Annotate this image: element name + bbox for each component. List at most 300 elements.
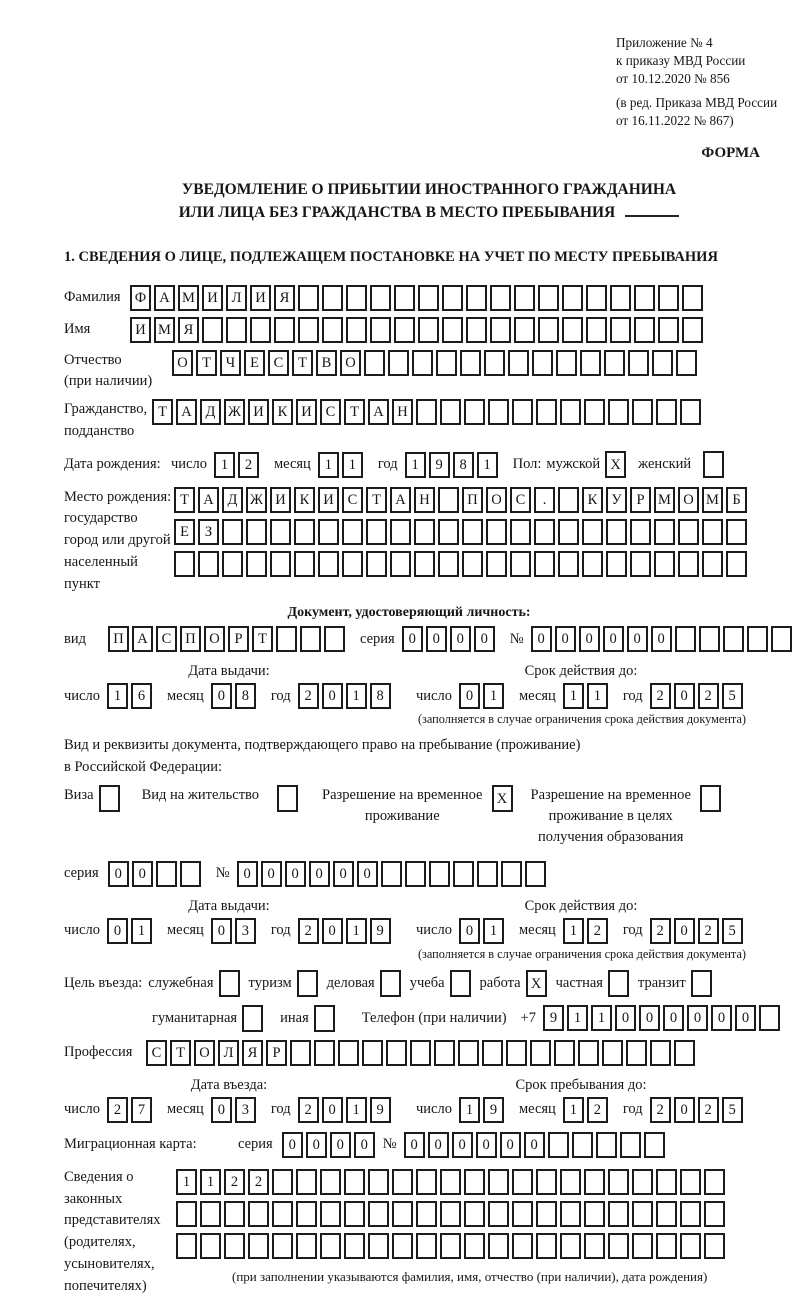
form-cell[interactable]: 1 xyxy=(591,1005,612,1031)
form-cell[interactable]: 2 xyxy=(248,1169,269,1195)
date-cell[interactable]: 0 xyxy=(322,1097,343,1123)
form-cell[interactable]: 0 xyxy=(615,1005,636,1031)
form-cell[interactable]: К xyxy=(294,487,315,513)
form-cell[interactable]: 0 xyxy=(354,1132,375,1158)
form-cell[interactable] xyxy=(560,1233,581,1259)
purpose-work-checkbox[interactable]: X xyxy=(526,970,547,997)
date-cell[interactable]: 1 xyxy=(483,918,504,944)
date-cell[interactable]: 9 xyxy=(483,1097,504,1123)
form-cell[interactable]: 1 xyxy=(567,1005,588,1031)
form-cell[interactable]: К xyxy=(272,399,293,425)
form-cell[interactable] xyxy=(632,1169,653,1195)
form-cell[interactable] xyxy=(370,285,391,311)
form-cell[interactable] xyxy=(436,350,457,376)
form-cell[interactable] xyxy=(604,350,625,376)
form-cell[interactable] xyxy=(656,1201,677,1227)
form-cell[interactable] xyxy=(525,861,546,887)
form-cell[interactable]: Б xyxy=(726,487,747,513)
form-cell[interactable] xyxy=(246,519,267,545)
form-cell[interactable] xyxy=(296,1201,317,1227)
form-cell[interactable]: 0 xyxy=(428,1132,449,1158)
date-cell[interactable]: 2 xyxy=(107,1097,128,1123)
form-cell[interactable]: Т xyxy=(366,487,387,513)
form-cell[interactable]: В xyxy=(316,350,337,376)
form-cell[interactable] xyxy=(412,350,433,376)
form-cell[interactable]: О xyxy=(194,1040,215,1066)
form-cell[interactable] xyxy=(512,1233,533,1259)
form-cell[interactable] xyxy=(586,285,607,311)
form-cell[interactable]: 1 xyxy=(200,1169,221,1195)
form-cell[interactable] xyxy=(458,1040,479,1066)
form-cell[interactable]: 9 xyxy=(543,1005,564,1031)
form-cell[interactable]: Т xyxy=(252,626,273,652)
form-cell[interactable] xyxy=(270,519,291,545)
form-cell[interactable] xyxy=(558,519,579,545)
form-cell[interactable] xyxy=(512,399,533,425)
form-cell[interactable]: 0 xyxy=(555,626,576,652)
form-cell[interactable] xyxy=(248,1233,269,1259)
form-cell[interactable]: С xyxy=(156,626,177,652)
form-cell[interactable] xyxy=(501,861,522,887)
form-cell[interactable] xyxy=(368,1169,389,1195)
form-cell[interactable] xyxy=(438,551,459,577)
date-cell[interactable]: 1 xyxy=(107,683,128,709)
date-cell[interactable]: 1 xyxy=(459,1097,480,1123)
date-cell[interactable]: 3 xyxy=(235,918,256,944)
date-cell[interactable]: 8 xyxy=(453,452,474,478)
form-cell[interactable] xyxy=(530,1040,551,1066)
form-cell[interactable] xyxy=(414,519,435,545)
date-cell[interactable]: 0 xyxy=(211,1097,232,1123)
form-cell[interactable] xyxy=(632,1233,653,1259)
date-cell[interactable]: 8 xyxy=(235,683,256,709)
form-cell[interactable]: М xyxy=(178,285,199,311)
form-cell[interactable] xyxy=(514,317,535,343)
form-cell[interactable] xyxy=(344,1201,365,1227)
form-cell[interactable] xyxy=(560,1201,581,1227)
date-cell[interactable]: 1 xyxy=(587,683,608,709)
form-cell[interactable]: 2 xyxy=(224,1169,245,1195)
form-cell[interactable] xyxy=(294,551,315,577)
form-cell[interactable] xyxy=(580,350,601,376)
form-cell[interactable]: О xyxy=(204,626,225,652)
form-cell[interactable] xyxy=(674,1040,695,1066)
form-cell[interactable] xyxy=(676,350,697,376)
form-cell[interactable]: Т xyxy=(292,350,313,376)
form-cell[interactable]: М xyxy=(702,487,723,513)
form-cell[interactable]: Н xyxy=(392,399,413,425)
form-cell[interactable] xyxy=(514,285,535,311)
form-cell[interactable] xyxy=(680,1201,701,1227)
form-cell[interactable] xyxy=(344,1169,365,1195)
form-cell[interactable]: 0 xyxy=(452,1132,473,1158)
form-cell[interactable] xyxy=(346,285,367,311)
date-cell[interactable]: 2 xyxy=(698,683,719,709)
form-cell[interactable] xyxy=(442,285,463,311)
date-cell[interactable]: 3 xyxy=(235,1097,256,1123)
form-cell[interactable] xyxy=(296,1233,317,1259)
date-cell[interactable]: 1 xyxy=(563,918,584,944)
form-cell[interactable] xyxy=(704,1201,725,1227)
form-cell[interactable] xyxy=(198,551,219,577)
date-cell[interactable]: 1 xyxy=(346,1097,367,1123)
form-cell[interactable] xyxy=(548,1132,569,1158)
form-cell[interactable] xyxy=(682,285,703,311)
form-cell[interactable] xyxy=(486,519,507,545)
form-cell[interactable]: И xyxy=(296,399,317,425)
form-cell[interactable] xyxy=(222,519,243,545)
form-cell[interactable]: О xyxy=(172,350,193,376)
form-cell[interactable]: 0 xyxy=(627,626,648,652)
form-cell[interactable]: У xyxy=(606,487,627,513)
form-cell[interactable] xyxy=(554,1040,575,1066)
form-cell[interactable] xyxy=(296,1169,317,1195)
form-cell[interactable] xyxy=(466,285,487,311)
form-cell[interactable]: М xyxy=(154,317,175,343)
form-cell[interactable] xyxy=(174,551,195,577)
form-cell[interactable]: 0 xyxy=(639,1005,660,1031)
form-cell[interactable] xyxy=(656,1169,677,1195)
form-cell[interactable] xyxy=(747,626,768,652)
option-residence-permit-checkbox[interactable] xyxy=(277,785,298,812)
date-cell[interactable]: 1 xyxy=(131,918,152,944)
form-cell[interactable]: 0 xyxy=(450,626,471,652)
form-cell[interactable] xyxy=(654,551,675,577)
form-cell[interactable]: А xyxy=(132,626,153,652)
form-cell[interactable]: 0 xyxy=(261,861,282,887)
form-cell[interactable]: Д xyxy=(200,399,221,425)
form-cell[interactable] xyxy=(606,551,627,577)
form-cell[interactable]: 0 xyxy=(687,1005,708,1031)
form-cell[interactable] xyxy=(534,551,555,577)
form-cell[interactable] xyxy=(484,350,505,376)
date-cell[interactable]: 2 xyxy=(587,1097,608,1123)
form-cell[interactable] xyxy=(298,285,319,311)
form-cell[interactable] xyxy=(578,1040,599,1066)
form-cell[interactable]: Л xyxy=(226,285,247,311)
form-cell[interactable]: П xyxy=(108,626,129,652)
form-cell[interactable]: 0 xyxy=(735,1005,756,1031)
form-cell[interactable] xyxy=(656,1233,677,1259)
form-cell[interactable] xyxy=(532,350,553,376)
form-cell[interactable] xyxy=(248,1201,269,1227)
form-cell[interactable]: И xyxy=(130,317,151,343)
form-cell[interactable] xyxy=(726,551,747,577)
form-cell[interactable] xyxy=(644,1132,665,1158)
form-cell[interactable]: С xyxy=(268,350,289,376)
form-cell[interactable] xyxy=(224,1201,245,1227)
date-cell[interactable]: 0 xyxy=(674,918,695,944)
form-cell[interactable] xyxy=(386,1040,407,1066)
form-cell[interactable] xyxy=(680,1233,701,1259)
form-cell[interactable] xyxy=(464,1233,485,1259)
form-cell[interactable] xyxy=(632,399,653,425)
form-cell[interactable]: 0 xyxy=(285,861,306,887)
form-cell[interactable] xyxy=(364,350,385,376)
form-cell[interactable] xyxy=(699,626,720,652)
form-cell[interactable]: Т xyxy=(152,399,173,425)
form-cell[interactable] xyxy=(462,551,483,577)
date-cell[interactable]: 5 xyxy=(722,683,743,709)
form-cell[interactable]: 0 xyxy=(426,626,447,652)
form-cell[interactable] xyxy=(490,317,511,343)
form-cell[interactable] xyxy=(434,1040,455,1066)
form-cell[interactable] xyxy=(298,317,319,343)
form-cell[interactable] xyxy=(440,1233,461,1259)
form-cell[interactable]: 0 xyxy=(237,861,258,887)
form-cell[interactable]: П xyxy=(462,487,483,513)
form-cell[interactable]: С xyxy=(342,487,363,513)
option-temp-residence-edu-checkbox[interactable] xyxy=(700,785,721,812)
purpose-official-checkbox[interactable] xyxy=(219,970,240,997)
form-cell[interactable] xyxy=(608,1201,629,1227)
form-cell[interactable]: К xyxy=(582,487,603,513)
date-cell[interactable]: 0 xyxy=(211,683,232,709)
date-cell[interactable]: 0 xyxy=(674,1097,695,1123)
form-cell[interactable] xyxy=(368,1201,389,1227)
date-cell[interactable]: 0 xyxy=(459,683,480,709)
form-cell[interactable]: 0 xyxy=(402,626,423,652)
form-cell[interactable] xyxy=(628,350,649,376)
date-cell[interactable]: 2 xyxy=(298,1097,319,1123)
date-cell[interactable]: 0 xyxy=(674,683,695,709)
date-cell[interactable]: 0 xyxy=(322,918,343,944)
form-cell[interactable]: 0 xyxy=(500,1132,521,1158)
form-cell[interactable]: С xyxy=(510,487,531,513)
form-cell[interactable]: Ч xyxy=(220,350,241,376)
form-cell[interactable] xyxy=(180,861,201,887)
form-cell[interactable]: А xyxy=(368,399,389,425)
form-cell[interactable] xyxy=(440,399,461,425)
form-cell[interactable] xyxy=(538,317,559,343)
form-cell[interactable] xyxy=(486,551,507,577)
form-cell[interactable] xyxy=(652,350,673,376)
form-cell[interactable]: И xyxy=(250,285,271,311)
form-cell[interactable] xyxy=(176,1233,197,1259)
form-cell[interactable] xyxy=(702,519,723,545)
date-cell[interactable]: 2 xyxy=(298,683,319,709)
form-cell[interactable]: Т xyxy=(170,1040,191,1066)
form-cell[interactable] xyxy=(680,1169,701,1195)
date-cell[interactable]: 0 xyxy=(107,918,128,944)
form-cell[interactable]: 0 xyxy=(531,626,552,652)
date-cell[interactable]: 1 xyxy=(563,683,584,709)
form-cell[interactable] xyxy=(438,519,459,545)
form-cell[interactable] xyxy=(392,1233,413,1259)
form-cell[interactable] xyxy=(723,626,744,652)
form-cell[interactable] xyxy=(482,1040,503,1066)
form-cell[interactable]: Т xyxy=(174,487,195,513)
form-cell[interactable] xyxy=(606,519,627,545)
form-cell[interactable] xyxy=(416,1169,437,1195)
form-cell[interactable]: 0 xyxy=(330,1132,351,1158)
form-cell[interactable] xyxy=(584,1233,605,1259)
form-cell[interactable] xyxy=(654,519,675,545)
form-cell[interactable] xyxy=(534,519,555,545)
purpose-private-checkbox[interactable] xyxy=(608,970,629,997)
form-cell[interactable] xyxy=(410,1040,431,1066)
date-cell[interactable]: 1 xyxy=(483,683,504,709)
form-cell[interactable] xyxy=(488,1201,509,1227)
form-cell[interactable] xyxy=(630,551,651,577)
date-cell[interactable]: 8 xyxy=(370,683,391,709)
form-cell[interactable] xyxy=(394,285,415,311)
form-cell[interactable] xyxy=(584,1169,605,1195)
form-cell[interactable] xyxy=(488,1233,509,1259)
form-cell[interactable] xyxy=(200,1201,221,1227)
form-cell[interactable]: 0 xyxy=(579,626,600,652)
form-cell[interactable]: П xyxy=(180,626,201,652)
form-cell[interactable] xyxy=(344,1233,365,1259)
form-cell[interactable] xyxy=(490,285,511,311)
form-cell[interactable] xyxy=(270,551,291,577)
date-cell[interactable]: 0 xyxy=(322,683,343,709)
date-cell[interactable]: 5 xyxy=(722,1097,743,1123)
form-cell[interactable]: Ж xyxy=(224,399,245,425)
form-cell[interactable] xyxy=(318,519,339,545)
form-cell[interactable] xyxy=(368,1233,389,1259)
form-cell[interactable] xyxy=(272,1169,293,1195)
form-cell[interactable]: 0 xyxy=(282,1132,303,1158)
date-cell[interactable]: 2 xyxy=(298,918,319,944)
form-cell[interactable] xyxy=(314,1040,335,1066)
form-cell[interactable] xyxy=(462,519,483,545)
purpose-humanitarian-checkbox[interactable] xyxy=(242,1005,263,1032)
form-cell[interactable] xyxy=(558,551,579,577)
form-cell[interactable] xyxy=(596,1132,617,1158)
form-cell[interactable] xyxy=(759,1005,780,1031)
purpose-tourism-checkbox[interactable] xyxy=(297,970,318,997)
form-cell[interactable] xyxy=(276,626,297,652)
form-cell[interactable]: 0 xyxy=(306,1132,327,1158)
purpose-other-checkbox[interactable] xyxy=(314,1005,335,1032)
form-cell[interactable] xyxy=(394,317,415,343)
date-cell[interactable]: 1 xyxy=(346,683,367,709)
form-cell[interactable] xyxy=(460,350,481,376)
form-cell[interactable] xyxy=(324,626,345,652)
form-cell[interactable] xyxy=(342,551,363,577)
form-cell[interactable] xyxy=(418,317,439,343)
form-cell[interactable] xyxy=(246,551,267,577)
form-cell[interactable] xyxy=(370,317,391,343)
form-cell[interactable] xyxy=(416,1201,437,1227)
form-cell[interactable] xyxy=(634,285,655,311)
form-cell[interactable]: 0 xyxy=(357,861,378,887)
form-cell[interactable]: О xyxy=(486,487,507,513)
form-cell[interactable] xyxy=(582,551,603,577)
form-cell[interactable] xyxy=(510,551,531,577)
form-cell[interactable]: 0 xyxy=(711,1005,732,1031)
form-cell[interactable] xyxy=(438,487,459,513)
form-cell[interactable] xyxy=(300,626,321,652)
form-cell[interactable] xyxy=(366,551,387,577)
form-cell[interactable]: 0 xyxy=(333,861,354,887)
date-cell[interactable]: 0 xyxy=(211,918,232,944)
sex-female-checkbox[interactable] xyxy=(703,451,724,478)
date-cell[interactable]: 2 xyxy=(238,452,259,478)
form-cell[interactable] xyxy=(346,317,367,343)
form-cell[interactable] xyxy=(477,861,498,887)
form-cell[interactable] xyxy=(429,861,450,887)
form-cell[interactable] xyxy=(200,1233,221,1259)
date-cell[interactable]: 9 xyxy=(370,1097,391,1123)
date-cell[interactable]: 1 xyxy=(214,452,235,478)
form-cell[interactable]: С xyxy=(320,399,341,425)
form-cell[interactable] xyxy=(536,399,557,425)
form-cell[interactable] xyxy=(610,285,631,311)
form-cell[interactable] xyxy=(602,1040,623,1066)
option-temp-residence-checkbox[interactable]: X xyxy=(492,785,513,812)
form-cell[interactable] xyxy=(392,1169,413,1195)
date-cell[interactable]: 1 xyxy=(477,452,498,478)
form-cell[interactable]: . xyxy=(534,487,555,513)
form-cell[interactable] xyxy=(675,626,696,652)
form-cell[interactable] xyxy=(320,1233,341,1259)
form-cell[interactable] xyxy=(464,1169,485,1195)
form-cell[interactable]: Т xyxy=(196,350,217,376)
form-cell[interactable] xyxy=(464,399,485,425)
form-cell[interactable] xyxy=(682,317,703,343)
form-cell[interactable] xyxy=(678,551,699,577)
form-cell[interactable] xyxy=(272,1233,293,1259)
form-cell[interactable] xyxy=(202,317,223,343)
form-cell[interactable] xyxy=(680,399,701,425)
form-cell[interactable] xyxy=(440,1201,461,1227)
purpose-study-checkbox[interactable] xyxy=(450,970,471,997)
form-cell[interactable] xyxy=(584,1201,605,1227)
form-cell[interactable] xyxy=(414,551,435,577)
form-cell[interactable] xyxy=(156,861,177,887)
form-cell[interactable] xyxy=(658,317,679,343)
form-cell[interactable]: О xyxy=(678,487,699,513)
form-cell[interactable]: 0 xyxy=(404,1132,425,1158)
form-cell[interactable] xyxy=(610,317,631,343)
form-cell[interactable]: А xyxy=(198,487,219,513)
form-cell[interactable] xyxy=(464,1201,485,1227)
date-cell[interactable]: 1 xyxy=(342,452,363,478)
form-cell[interactable] xyxy=(274,317,295,343)
form-cell[interactable]: А xyxy=(176,399,197,425)
form-cell[interactable]: Ж xyxy=(246,487,267,513)
form-cell[interactable] xyxy=(512,1201,533,1227)
date-cell[interactable]: 2 xyxy=(587,918,608,944)
form-cell[interactable] xyxy=(294,519,315,545)
form-cell[interactable] xyxy=(390,551,411,577)
form-cell[interactable]: Р xyxy=(266,1040,287,1066)
form-cell[interactable] xyxy=(608,399,629,425)
form-cell[interactable] xyxy=(338,1040,359,1066)
option-visa-checkbox[interactable] xyxy=(99,785,120,812)
form-cell[interactable]: 0 xyxy=(603,626,624,652)
form-cell[interactable] xyxy=(320,1169,341,1195)
form-cell[interactable] xyxy=(224,1233,245,1259)
form-cell[interactable]: Е xyxy=(244,350,265,376)
form-cell[interactable] xyxy=(488,1169,509,1195)
form-cell[interactable] xyxy=(536,1169,557,1195)
form-cell[interactable] xyxy=(488,399,509,425)
form-cell[interactable] xyxy=(362,1040,383,1066)
form-cell[interactable]: Я xyxy=(242,1040,263,1066)
form-cell[interactable]: 1 xyxy=(176,1169,197,1195)
form-cell[interactable]: Т xyxy=(344,399,365,425)
date-cell[interactable]: 1 xyxy=(563,1097,584,1123)
form-cell[interactable] xyxy=(405,861,426,887)
date-cell[interactable]: 7 xyxy=(131,1097,152,1123)
form-cell[interactable]: А xyxy=(390,487,411,513)
form-cell[interactable]: И xyxy=(318,487,339,513)
form-cell[interactable] xyxy=(506,1040,527,1066)
form-cell[interactable] xyxy=(381,861,402,887)
